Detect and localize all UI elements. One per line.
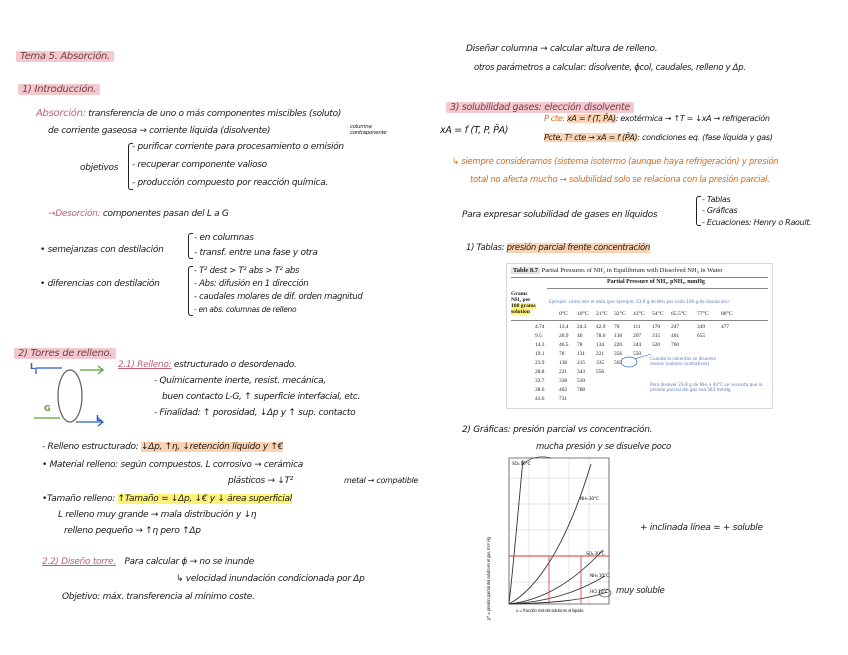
table-header-cell: 10°C: [577, 311, 589, 317]
xa-formula: xA = f (T, P, P̄A): [440, 125, 509, 136]
graph-xlabel: x = fracción mol del soluto en el líquido: [516, 608, 584, 613]
pcte-line: [544, 114, 770, 123]
label-L: L: [30, 362, 35, 371]
para-expresar: Para expresar solubilidad de gases en líquidos: [462, 210, 658, 220]
table-note-mid: Cuando lo calientas se disuelve menos (valores cualitativos): [650, 356, 717, 366]
table-cell: 220: [614, 342, 623, 348]
siempre-line-1: ↳ siempre consideramos (sistema isotermo (aunque haya refrigeración) y presión: [452, 157, 779, 167]
table-cell: 655: [697, 333, 706, 339]
tablas-highlight: presión parcial frente concentración: [506, 243, 650, 253]
table-cell: 462: [559, 387, 568, 393]
table-cell: 530: [577, 378, 586, 384]
table-cell: 78: [577, 342, 583, 348]
table-header-cell: 43°C: [633, 311, 645, 317]
table-row-label: 23.9: [535, 360, 545, 366]
table-header-cell: 21°C: [596, 311, 608, 317]
expresar-tablas: - Tablas: [702, 195, 731, 204]
metal: metal → compatible: [344, 476, 419, 485]
table-cell: 221: [559, 369, 568, 375]
table-note-bottom: Para disolver 23,9 g de NH₃ a 43°C se necesita que la presión parcial del gas sea 563 mmHg: [650, 382, 763, 392]
table-cell: 13.4: [559, 324, 569, 330]
relleno-line-2: - Químicamente inerte, resist. mecánica,: [154, 376, 326, 386]
tamano-pequeno: relleno pequeño → ↑η pero ↑Δp: [64, 526, 201, 536]
table-cell: 70: [614, 324, 620, 330]
label-L-out: L: [96, 414, 101, 423]
semejanza-2: - transf. entre una fase y otra: [194, 248, 318, 258]
semejanzas-brace: [188, 233, 193, 259]
table-row-label: 4.74: [535, 324, 545, 330]
relleno-line-1: [118, 360, 297, 370]
page-title: [16, 44, 114, 63]
semejanzas-label: • semejanzas con destilación: [40, 245, 164, 255]
desorcion-definition: componentes pasan del L a G: [102, 209, 229, 219]
objetivo-1: - purificar corriente para procesamiento o emisión: [132, 142, 344, 152]
curve-label-nh3-10: NH₃ 10°C: [590, 574, 609, 579]
table-cell: 46: [577, 333, 583, 339]
table-row-label: 19.1: [535, 351, 545, 357]
table-cell: 221: [596, 351, 605, 357]
diferencia-2: - Abs: difusión en 1 dirección: [194, 279, 309, 289]
objetivos-label: objetivos: [80, 163, 119, 173]
desorcion-label: →Desorción:: [48, 209, 101, 219]
tamano-label: •Tamaño relleno:: [42, 494, 115, 504]
table-cell: 344: [633, 342, 642, 348]
estructurado-label: - Relleno estructurado:: [42, 442, 139, 452]
pcte2-line: [544, 133, 773, 142]
table-cell: 788: [577, 387, 586, 393]
table-header-cell: 88°C: [721, 311, 733, 317]
title-highlight: Tema 5. Absorción.: [16, 51, 114, 62]
table-row-label: 43.6: [535, 396, 545, 402]
disenar-columna: Diseñar columna → calcular altura de relleno.: [466, 44, 658, 54]
graficas-text: presión parcial vs concentración.: [513, 425, 653, 435]
expresar-graficas: - Gráficas: [702, 206, 738, 215]
muy-soluble-note: muy soluble: [616, 586, 665, 596]
objetivo-3: - producción compuesto por reacción química.: [132, 178, 328, 188]
velocidad-inundacion: ↳ velocidad inundación condicionada por Δp: [176, 574, 365, 584]
table-rule: [511, 320, 768, 321]
table-cell: 556: [596, 369, 605, 375]
diseno-torre: [42, 557, 254, 567]
table-row-label: 28.8: [535, 369, 545, 375]
pcte-label: P cte:: [544, 114, 565, 123]
table-rule: [511, 277, 768, 278]
circled-value-icon: [615, 348, 655, 372]
objetivo-diseno: Objetivo: máx. transferencia al mínimo coste.: [62, 592, 255, 602]
table-cell: 520: [652, 342, 661, 348]
table-cell: 111: [633, 324, 641, 330]
expresar-ecuaciones: - Ecuaciones: Henry o Raoult.: [702, 218, 812, 227]
table-cell: 760: [671, 342, 680, 348]
absorcion-line-2: de corriente gaseosa → corriente líquida (disolvente): [48, 126, 271, 136]
material-relleno: • Material relleno: según compuestos. L corrosivo → cerámica: [42, 460, 303, 470]
table-number: Table 8.7: [513, 267, 539, 274]
label-G: G: [44, 404, 51, 413]
table-cell: 215: [577, 360, 586, 366]
section-heading: 1) Introducción.: [18, 84, 100, 95]
expresar-brace: [696, 196, 701, 226]
table-caption: [511, 267, 723, 274]
table-cell: 343: [577, 369, 586, 375]
tablas-heading: [466, 243, 650, 253]
tablas-label: 1) Tablas:: [466, 243, 505, 253]
relleno-line-4: - Finalidad: ↑ porosidad, ↓Δp y ↑ sup. contacto: [154, 408, 356, 418]
table-cell: 477: [721, 324, 730, 330]
absorcion-line-1: [36, 108, 341, 119]
table-cell: 134: [596, 342, 605, 348]
pcte-rest: : exotérmica → ↑T = ↓xA → refrigeración: [615, 114, 770, 123]
table-cell: 349: [697, 324, 706, 330]
relleno-line-3: buen contacto L-G, ↑ superficie interfacial, etc.: [162, 392, 361, 402]
tamano-highlight: ↑Tamaño = ↓Δp, ↓€ y ↓ área superficial: [117, 494, 292, 504]
section-heading: 2) Torres de relleno.: [14, 348, 116, 359]
table-cell: 138: [559, 360, 568, 366]
curve-label-so2-10: SO₂ 10°C: [512, 462, 531, 467]
diseno-label: 2.2) Diseño torre.: [42, 557, 116, 567]
table-row-label: 9.5: [535, 333, 542, 339]
graph-ylabel: p* = presión parcial del soluto en el gas, mm Hg: [486, 537, 491, 620]
row-label: NH₃ per: [511, 297, 531, 303]
table-header-cell: 77°C: [697, 311, 709, 317]
diferencias-label: • diferencias con destilación: [40, 279, 160, 289]
table-cell: 130: [614, 333, 623, 339]
section-heading: 3) solubilidad gases: elección disolvente: [446, 102, 634, 113]
row-label: solution: [511, 309, 530, 315]
table-cell: 338: [559, 378, 568, 384]
otros-parametros: otros parámetros a calcular: disolvente, ϕcol, caudales, relleno y Δp.: [474, 63, 746, 73]
siempre-line-2: total no afecta mucho → solubilidad solo se relaciona con la presión parcial.: [470, 175, 770, 185]
table-cell: 207: [633, 333, 642, 339]
table-cell: 24.3: [577, 324, 587, 330]
estructurado-highlight: ↓Δp, ↑η, ↓retención líquido y ↑€: [140, 442, 284, 452]
relleno-estructurado: [42, 442, 283, 452]
relleno-label: 2.1) Relleno:: [118, 360, 172, 370]
table-row-label: 14.3: [535, 342, 545, 348]
graficas-label: 2) Gráficas:: [462, 425, 511, 435]
mucha-presion: mucha presión y se disuelve poco: [536, 442, 671, 452]
table-row-label: 38.6: [535, 387, 545, 393]
pcte-highlight: xA = f (T, P̄A): [566, 114, 616, 123]
diferencia-4: - en abs. columnas de relleno: [194, 305, 297, 314]
table-caption-text: Partial Pressures of NH₃ in Equilibrium with Dissolved NH₃ in Water: [541, 267, 723, 274]
curve-label-nh3-30: NH₃ 30°C: [580, 497, 599, 502]
section-torres: [14, 341, 116, 360]
table-cell: 170: [652, 324, 661, 330]
table-cell: 131: [577, 351, 586, 357]
table-cell: 26.9: [559, 333, 569, 339]
row-label: 100 grams: [511, 303, 536, 309]
table-subtitle: Partial Pressure of NH₃, pNH₃, mmHg: [607, 279, 705, 285]
graficas-heading: [462, 425, 652, 435]
pcte2-rest: : condiciones eq. (fase líquida y gas): [637, 133, 773, 142]
table-header-cell: 32°C: [614, 311, 626, 317]
row-label: Grams: [511, 291, 528, 297]
table-cell: 78.6: [596, 333, 606, 339]
tamano-grande: L relleno muy grande → mala distribución y ↓η: [58, 510, 257, 520]
table-cell: 42.9: [596, 324, 606, 330]
table-header-cell: 0°C: [559, 311, 568, 317]
table-cell: 563: [614, 360, 623, 366]
curve-label-so2-30: SO₂ 30°C: [586, 552, 605, 557]
tamano-relleno: [42, 494, 292, 504]
table-rule: [547, 288, 768, 289]
section-solubilidad: [446, 95, 634, 114]
table-cell: 247: [671, 324, 680, 330]
table-note-top: Ejemplo: cómo leer el dato (por ejemplo, 23,9 g de NH₃ por cada 100 g de disolución): [549, 299, 729, 304]
diseno-text: Para calcular ϕ → no se inunde: [124, 557, 254, 567]
table-header-cell: 54°C: [652, 311, 664, 317]
table-cell: 461: [671, 333, 680, 339]
table-cell: 550: [633, 351, 642, 357]
semejanza-1: - en columnas: [194, 233, 254, 243]
objetivo-2: - recuperar componente valioso: [132, 160, 267, 170]
absorcion-label: Absorción:: [36, 108, 86, 119]
table-cell: 731: [559, 396, 568, 402]
pcte2-highlight: Pcte, T² cte → xA = f (P̄A): [544, 133, 638, 142]
absorcion-definition: transferencia de uno o más componentes miscibles (soluto): [88, 109, 342, 119]
desorcion-line: [48, 209, 229, 219]
section-introduccion: [18, 77, 100, 96]
table-cell: 46.5: [559, 342, 569, 348]
table-row-label: 33.7: [535, 378, 545, 384]
table-cell: 315: [652, 333, 661, 339]
table-cell: 335: [596, 360, 605, 366]
relleno-type: estructurado o desordenado.: [173, 360, 297, 370]
curve-label-hcl: HCl 10°C: [590, 590, 608, 595]
diferencias-brace: [188, 266, 193, 316]
diferencia-3: - caudales molares de dif. orden magnitud: [194, 292, 363, 302]
table-cell: 78: [559, 351, 565, 357]
plasticos: plásticos → ↓T²: [228, 476, 293, 486]
table-header-cell: 65.5°C: [671, 311, 687, 317]
inclinada-note: + inclinada línea = + soluble: [640, 523, 763, 533]
margin-note: columna contraponente: [350, 124, 387, 136]
table-cell: 356: [614, 351, 623, 357]
nh3-pressure-table: [506, 263, 773, 409]
diferencia-1: - T² dest > T² abs > T² abs: [194, 266, 300, 276]
